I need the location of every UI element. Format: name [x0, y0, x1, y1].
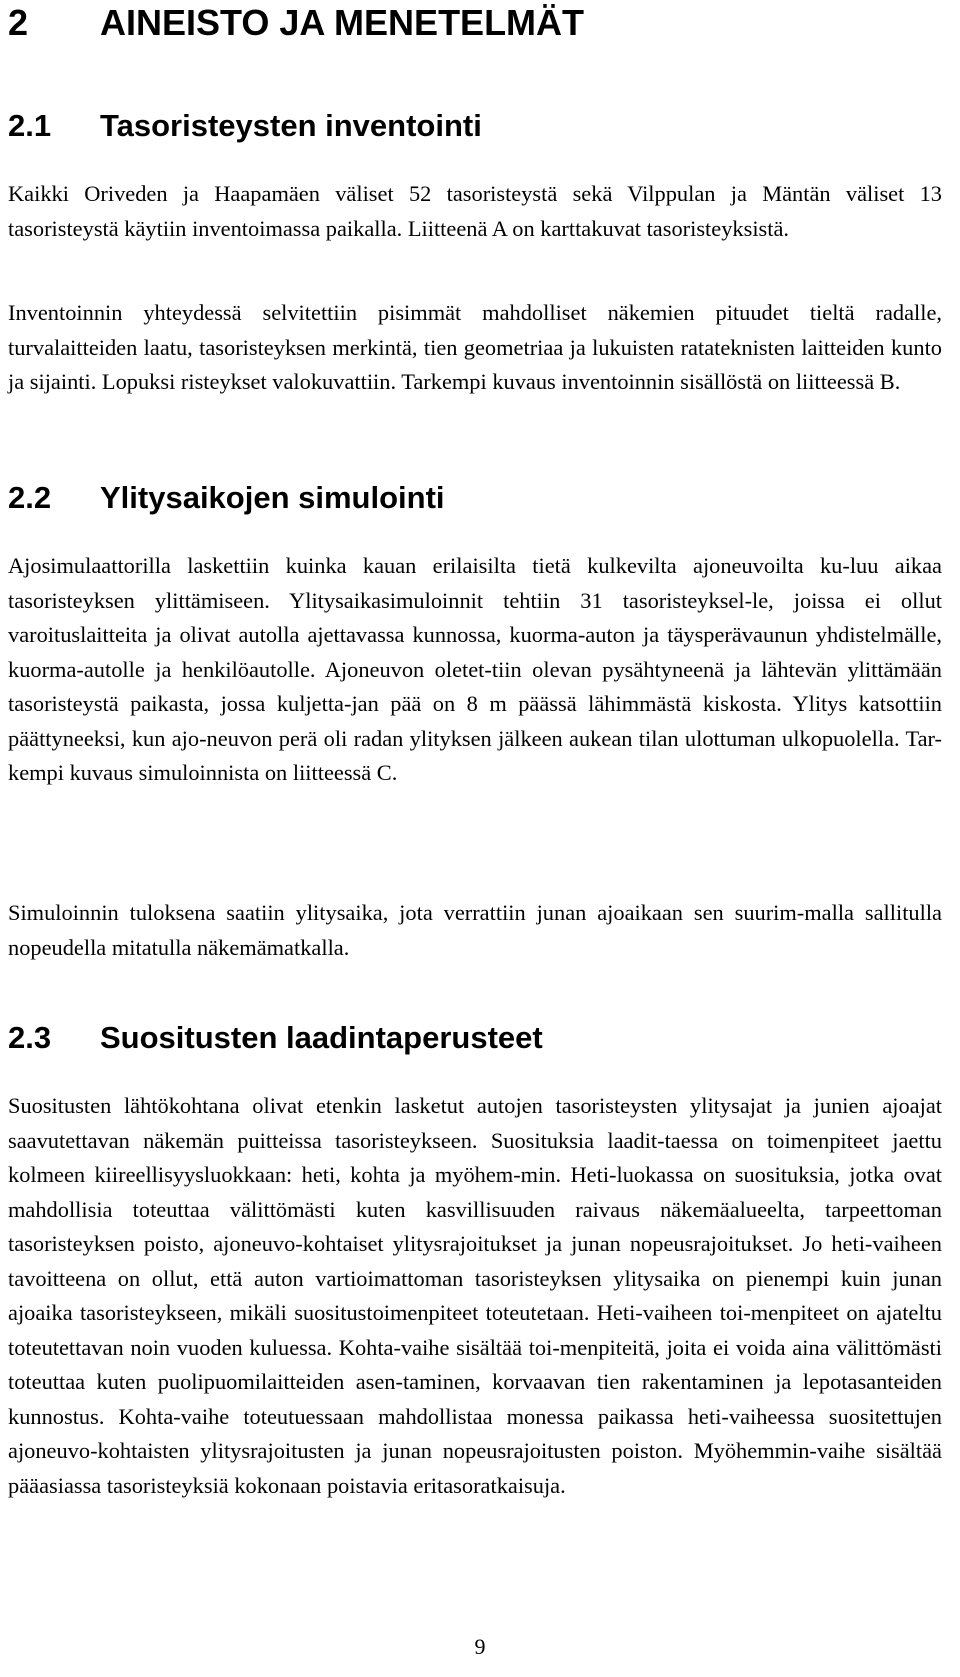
section-title: Suositusten laadintaperusteet: [100, 1020, 543, 1055]
section-heading-2-3: [8, 1020, 543, 1056]
section-number: 2.1: [8, 108, 52, 143]
section-heading-2-1: [8, 108, 482, 144]
section-number: 2.2: [8, 480, 52, 515]
section-number: 2.3: [8, 1020, 52, 1055]
page-number: 9: [474, 1634, 486, 1659]
section-title: Ylitysaikojen simulointi: [100, 480, 445, 515]
section-heading-2-2: [8, 480, 445, 516]
paragraph: Suositusten lähtökohtana olivat etenkin lasketut autojen tasoristeysten ylitysajat ja junien ajoajat saavutettavan näkemän puitteissa tasoristeykseen. Suosituksia laadit-taessa on toimenpiteet jaettu kolmeen kiireellisyysluokkaan: heti, kohta ja myöhem-min. Heti-luokassa on suosituksia, jotka ovat mahdollisia toteuttaa välittömästi kuten kasvillisuuden raivaus näkemäalueelta, tarpeettoman tasoristeyksen poisto, ajoneuvo-kohtaiset ylitysrajoitukset ja junan nopeusrajoitukset. Jo heti-vaiheen tavoitteena on ollut, että auton vartioimattoman tasoristeyksen ylitysaika on pienempi kuin junan ajoaika tasoristeykseen, mikäli suositustoimenpiteet toteutetaan. Heti-vaiheen toi-menpiteet on ajateltu toteutettavan noin vuoden kuluessa. Kohta-vaihe sisältää toi-menpiteitä, joita ei voida aina välittömästi toteuttaa kuten puolipuomilaitteiden asen-taminen, korvaavan tien rakentaminen ja lepotasanteiden kunnostus. Kohta-vaihe toteutuessaan mahdollistaa monessa paikassa heti-vaiheessa suositettujen ajoneuvo-kohtaisten ylitysrajoitusten ja junan nopeusrajoitusten poiston. Myöhemmin-vaihe sisältää pääasiassa tasoristeyksiä kokonaan poistavia eritasoratkaisuja.: [8, 1093, 942, 1498]
paragraph: Inventoinnin yhteydessä selvitettiin pisimmät mahdolliset näkemien pituudet tieltä radalle, turvalaitteiden laatu, tasoristeyksen merkintä, tien geometriaa ja lukuisten ratateknisten laitteiden kunto ja sijainti. Lopuksi risteykset valokuvattiin. Tarkempi kuvaus inventoinnin sisällöstä on liitteessä B.: [8, 300, 942, 394]
chapter-heading: [8, 2, 584, 44]
paragraph: Simuloinnin tuloksena saatiin ylitysaika, jota verrattiin junan ajoaikaan sen suurim-malla sallitulla nopeudella mitatulla näkemämatkalla.: [8, 900, 942, 960]
chapter-number: 2: [8, 2, 29, 43]
paragraph: Ajosimulaattorilla laskettiin kuinka kauan erilaisilta tietä kulkevilta ajoneuvoilta ku-luu aikaa tasoristeyksen ylittämiseen. Ylitysaikasimuloinnit tehtiin 31 tasoristeyksel-le, joissa ei ollut varoituslaitteita ja olivat autolla ajettavassa kunnossa, kuorma-auton ja täysperävaunun yhdistelmälle, kuorma-autolle ja henkilöautolle. Ajoneuvon oletet-tiin olevan pysähtyneenä ja lähtevän ylittämään tasoristeystä paikasta, jossa kuljetta-jan pää on 8 m päässä lähimmästä kiskosta. Ylitys katsottiin päättyneeksi, kun ajo-neuvon perä oli radan ylityksen jälkeen aukean tilan ulottuman ulkopuolella. Tar-kempi kuvaus simuloinnista on liitteessä C.: [8, 553, 942, 785]
paragraph: Kaikki Oriveden ja Haapamäen väliset 52 tasoristeystä sekä Vilppulan ja Mäntän väliset 13 tasoristeystä käytiin inventoimassa paikalla. Liitteenä A on karttakuvat tasoristeyksistä.: [8, 181, 942, 241]
chapter-title: AINEISTO JA MENETELMÄT: [100, 2, 585, 43]
section-title: Tasoristeysten inventointi: [100, 108, 482, 143]
